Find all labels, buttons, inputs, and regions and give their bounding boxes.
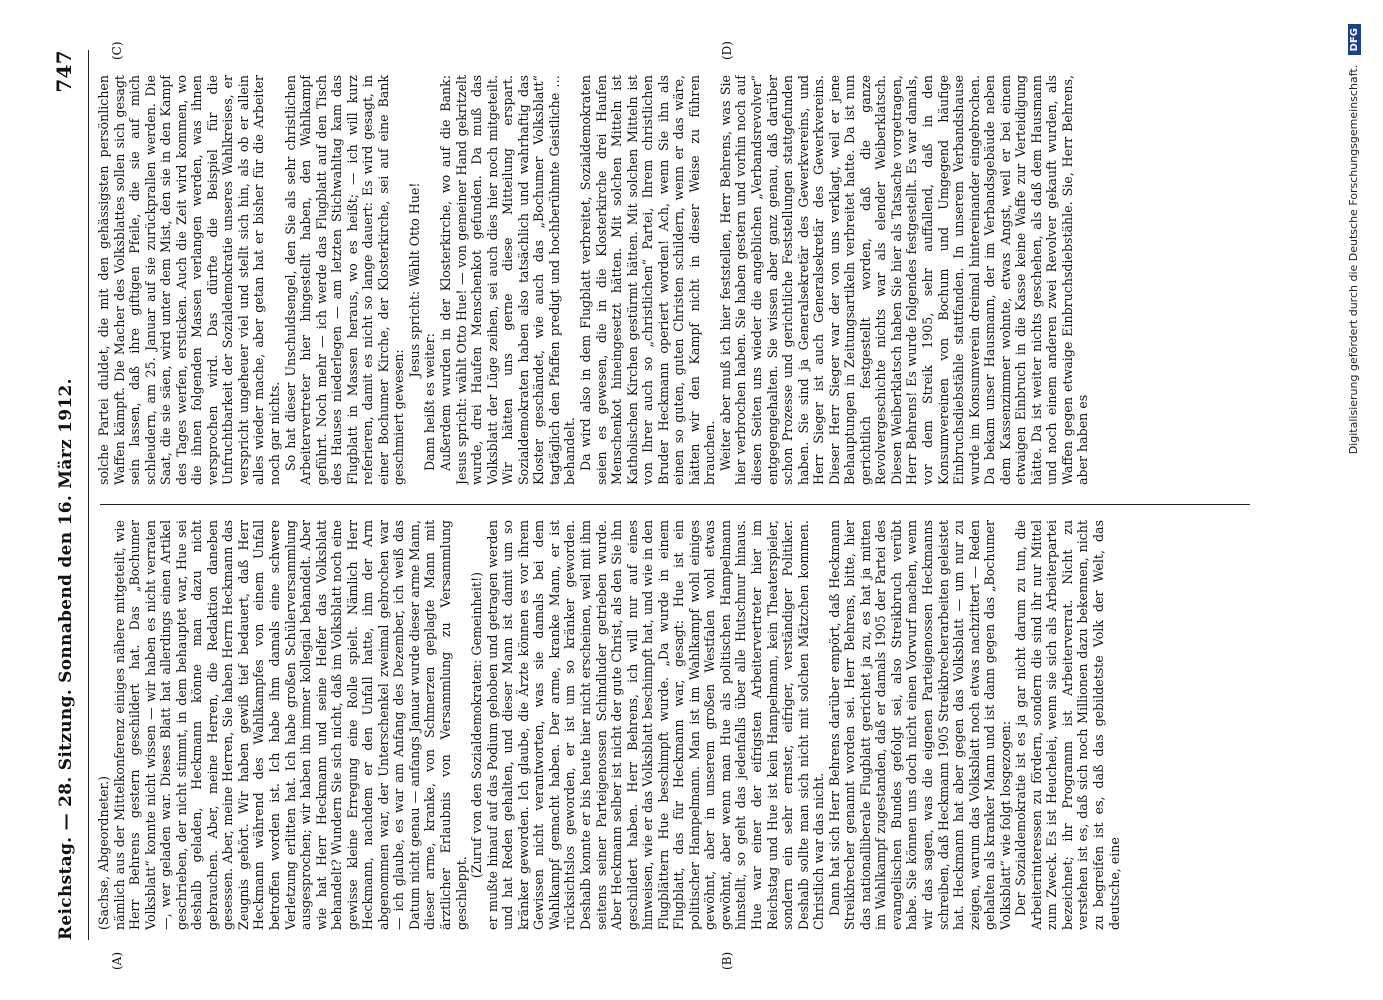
- right-column: [96, 75, 1266, 485]
- speaker-note: (Sachse, Abgeordneter.): [96, 775, 111, 930]
- header-title: Reichstag. — 28. Sitzung. Sonnabend den 16. März 1912.: [56, 378, 76, 940]
- paragraph: Da wird also in dem Flugblatt verbreitet, Sozialdemokraten seien es gewesen, die in die Klosterkirche drei Haufen Menschenkot hineingesetzt hätten. Mit solchen Mitteln ist Katholischen Kirchen gestürmt hätten. Mit solchen Mitteln ist von Ihrer auch so „christlichen“ Partei, Ihrem christlichen Bruder Heckmann operiert worden! Ach, wenn Sie ihn als einen so guten, guten Christen schildern, wenn er das wäre, hätten wir den Kampf nicht in dieser Weise zu führen brauchen.: [577, 75, 718, 485]
- quote-line: Jesus spricht: Wählt Otto Hue!: [406, 182, 422, 378]
- paragraph: Weiter aber muß ich hier feststellen, Herr Behrens, was Sie hier verbrochen haben. Sie haben gestern und vorhin noch auf diesen Seiten uns wieder die angeblichen „Verbandsrevolver“ entgegengehalten. Sie wissen aber ganz genau, daß darüber schon Prozesse und gerichtliche Feststellungen stattgefunden haben. Sie sind ja Generalsekretär des Gewerkvereins, und Herr Sieger ist auch Generalsekretär des Gewerkvereins. Dieser Herr Sieger war der von uns verklagt, weil er jene Behauptungen in Zeitungsartikeln verbreitet hatte. Da ist nun gerichtlich festgestellt worden, daß die ganze Revolvergeschichte nichts war als elender Weiberklatsch. Diesen Weiberklatsch haben Sie hier als Tatsache vorgetragen, Herr Behrens! Es wurde folgendes festgestellt. Es war damals, vor dem Streik 1905, sehr auffallend, daß in den Konsumvereinen von Bochum und Umgegend häufige Einbruchsdiebstähle stattfanden. In unserem Verbandshause wurde im Konsumverein dreimal hintereinander eingebrochen. Da bekam unser Hausmann, der im Verbandsgebäude neben dem Kassenzimmer wohnte, etwas Angst, weil er bei einem etwaigen Einbruch in die Kasse keine Waffe zur Verteidigung hätte. Da ist weiter nichts geschehen, als daß dem Hausmann und noch einem anderen zwei Revolver gekauft wurden, als Waffen gegen etwaige Einbruchsdiebstähle. Sie, Herr Behrens, aber haben es: [717, 75, 1091, 485]
- dfg-logo: DFG: [1348, 24, 1361, 55]
- credit-text: Digitalisierung gefördert durch die Deutsche Forschungsgemeinschaft.: [1347, 64, 1360, 455]
- page-number: 747: [52, 50, 76, 93]
- left-column: [96, 520, 1266, 930]
- marker-c: (C): [110, 41, 124, 60]
- paragraph: nämlich aus der Mittelkonferenz einiges nähere mitgeteilt, wie Herr Behrens gestern geschildert hat. Das „Bochumer Volksblatt“ konnte nicht wissen — wir haben es nicht verraten —, wer geladen war. Dieses Blatt hat allerdings einen Artikel geschrieben, der nicht stimmt, in dem behauptet war, Hue sei deshalb geladen, Heckmann könne man dazu nicht gebrauchen. Aber, meine Herren, die Redaktion daneben gesessen. Aber, meine Herren, Sie haben Herrn Heckmann das Zeugnis gehört. Wir haben gewiß tief bedauert, daß Herr Heckmann während des Wahlkampfes von einem Unfall betroffen worden ist. Ich habe ihm damals eine schwere Verletzung erlitten hat. Ich habe großen Schülerversammlung ausgesprochen; wir haben ihn immer kollegial behandelt. Aber wie hat Herr Heckmann und seine Helfer das Volksblatt behandelt? Wundern Sie sich nicht, daß im Volksblatt noch eine gewisse kleine Erregung eine Rolle spielt. Nämlich Herr Heckmann, nachdem er den Unfall hatte, ihm der Arm abgenommen war, der Unterschenkel zweimal gebrochen war — ich glaube, es war am Anfang des Dezember, ich weiß das Datum nicht genau — anfangs Januar wurde dieser arme Mann, dieser arme, kranke, von Schmerzen geplagte Mann mit ärztlicher Erlaubnis von Versammlung zu Versammlung geschleppt.: [111, 520, 469, 930]
- paragraph: Dann heißt es weiter:: [422, 333, 438, 471]
- marker-a: (A): [110, 951, 124, 970]
- marker-b: (B): [720, 951, 734, 970]
- marker-d: (D): [720, 41, 734, 60]
- paragraph: Dann hat sich Herr Behrens darüber empört, daß Heckmann Streikbrecher genannt worden sei. Herr Behrens, bitte, hier das nationalliberale Flugblatt gerichtet ja zu, es hat ja mitten im Wahlkampf zugestanden, daß er damals 1905 der Partei des evangelischen Bundes gefolgt sei, also Streikbruch verübt habe. Sie können uns doch nicht einen Vorwurf machen, wenn wir das sagen, was die eigenen Parteigenossen Heckmanns schreiben, daß Heckmann 1905 Streikbrecherarbeiten geleistet hat. Heckmann hat aber gegen das Volksblatt — um nur zu zeigen, warum das Volksblatt noch etwas nachzittert — Reden gehalten als kranker Mann und ist dann gegen das „Bochumer Volksblatt“ wie folgt losgezogen:: [826, 520, 1013, 930]
- quoted-paragraph: Der Sozialdemokratie ist es ja gar nicht darum zu tun, die Arbeiterinteressen zu fördern, sondern die sind ihr nur Mittel zum Zweck. Es ist Heuchelei, wenn sie sich als Arbeiterpartei bezeichnet; ihr Programm ist Arbeiterverrat. Nicht zu verstehen ist es, daß sich noch Millionen dazu bekennen, nicht zu begreifen ist es, daß das gebildetste Volk der Welt, das deutsche, eine: [1013, 520, 1122, 930]
- paragraph: er mußte hinauf auf das Podium gehoben und getragen werden und hat Reden gehalten, und dieser Mann ist damit um so kränker geworden. Ich glaube, die Ärzte können es vor ihrem Gewissen nicht verantworten, was sie damals bei dem Wahlkampf gemacht haben. Der arme, kranke Mann, er ist rücksichtslos geworden, er ist um so kränker geworden. Deshalb konnte er bis heute hier nicht erscheinen, weil mit ihm seitens seiner Parteigenossen Schindluder getrieben wurde. Aber Heckmann selber ist nicht der gute Christ, als den Sie ihn geschildert haben. Herr Behrens, ich will nur auf eines hinweisen, wie er das Volksblatt beschimpft hat, und wie in den Flugblättern Hue beschimpft wurde. „Da wurde in einem Flugblatt, das für Heckmann war, gesagt: Hue ist ein politischer Hampelmann. Man ist im Wahlkampf wohl einiges gewöhnt, aber in unserem großen Westfalen wohl etwas gewöhnt, aber wenn man Hue als politischen Hampelmann hinstellt, so geht das jedenfalls über alle Hutschnur hinaus. Hue war einer der eifrigsten Arbeitervertreter hier im Reichstag und Hue ist kein Hampelmann, kein Theaterspieler, sondern ein sehr ernster, eifriger, verständiger Politiker. Deshalb sollte man sich nicht mit solchen Mätzchen kommen. Christlich war das nicht.: [484, 520, 827, 930]
- paragraph: solche Partei duldet, die mit den gehässigsten persönlichen Waffen kämpft. Die Macher des Volksblattes sollen sich gesagt sein lassen, daß ihre giftigen Pfeile, die sie auf mich schleudern, am 25. Januar auf sie zurückprallen werden. Die Saat, die sie säen, wird unter dem Mist, den sie in den Kampf des Tages werfen, ersticken. Auch die Zeit wird kommen, wo die ihnen folgenden Massen verlangen werden, was ihnen versprochen wird. Das dürfte die Beispiel für die Unfruchtbarkeit der Sozialdemokratie unseres Wahlkreises, er verspricht ungeheuer viel und stellt sich hin, als ob er allein alles wieder mache, aber getan hat er bisher für die Arbeiter noch gar nichts.: [96, 75, 283, 485]
- column-divider: [100, 504, 1250, 505]
- paragraph: So hat dieser Unschuldsengel, den Sie als sehr christlichen Arbeitervertreter hier hingestellt haben, den Wahlkampf geführt. Noch mehr — ich werde das Flugblatt auf den Tisch des Hauses niederlegen — am letzten Stichwahltag kam das Flugblatt in Massen heraus, wo es heißt; — ich will kurz referieren, damit es nicht so lange dauert: Es wird gesagt, in einer Bochumer Kirche, der Klosterkirche, sei auf eine Bank geschmiert gewesen:: [282, 75, 407, 485]
- digitization-credit: [1347, 0, 1361, 1000]
- page-header: [48, 50, 89, 940]
- interjection: (Zuruf von den Sozialdemokraten: Gemeinheit!): [469, 571, 485, 879]
- quoted-paragraph: Außerdem wurden in der Klosterkirche, wo auf die Bank: Jesus spricht: wählt Otto Hue! — von gemeiner Hand gekritzelt wurde, drei Haufen Menschenkot gefunden. Da muß das Volksblatt der Lüge zeihen, sei auch dies hier noch mitgeteilt. Wir hätten uns gerne diese Mitteilung erspart. Sozialdemokraten haben also tatsächlich und wahrhaftig das Kloster geschändet, wie auch das „Bochumer Volksblatt“ tagtäglich den Pfaffen predigt und hochberühmte Geistliche … behandelt.: [438, 75, 578, 485]
